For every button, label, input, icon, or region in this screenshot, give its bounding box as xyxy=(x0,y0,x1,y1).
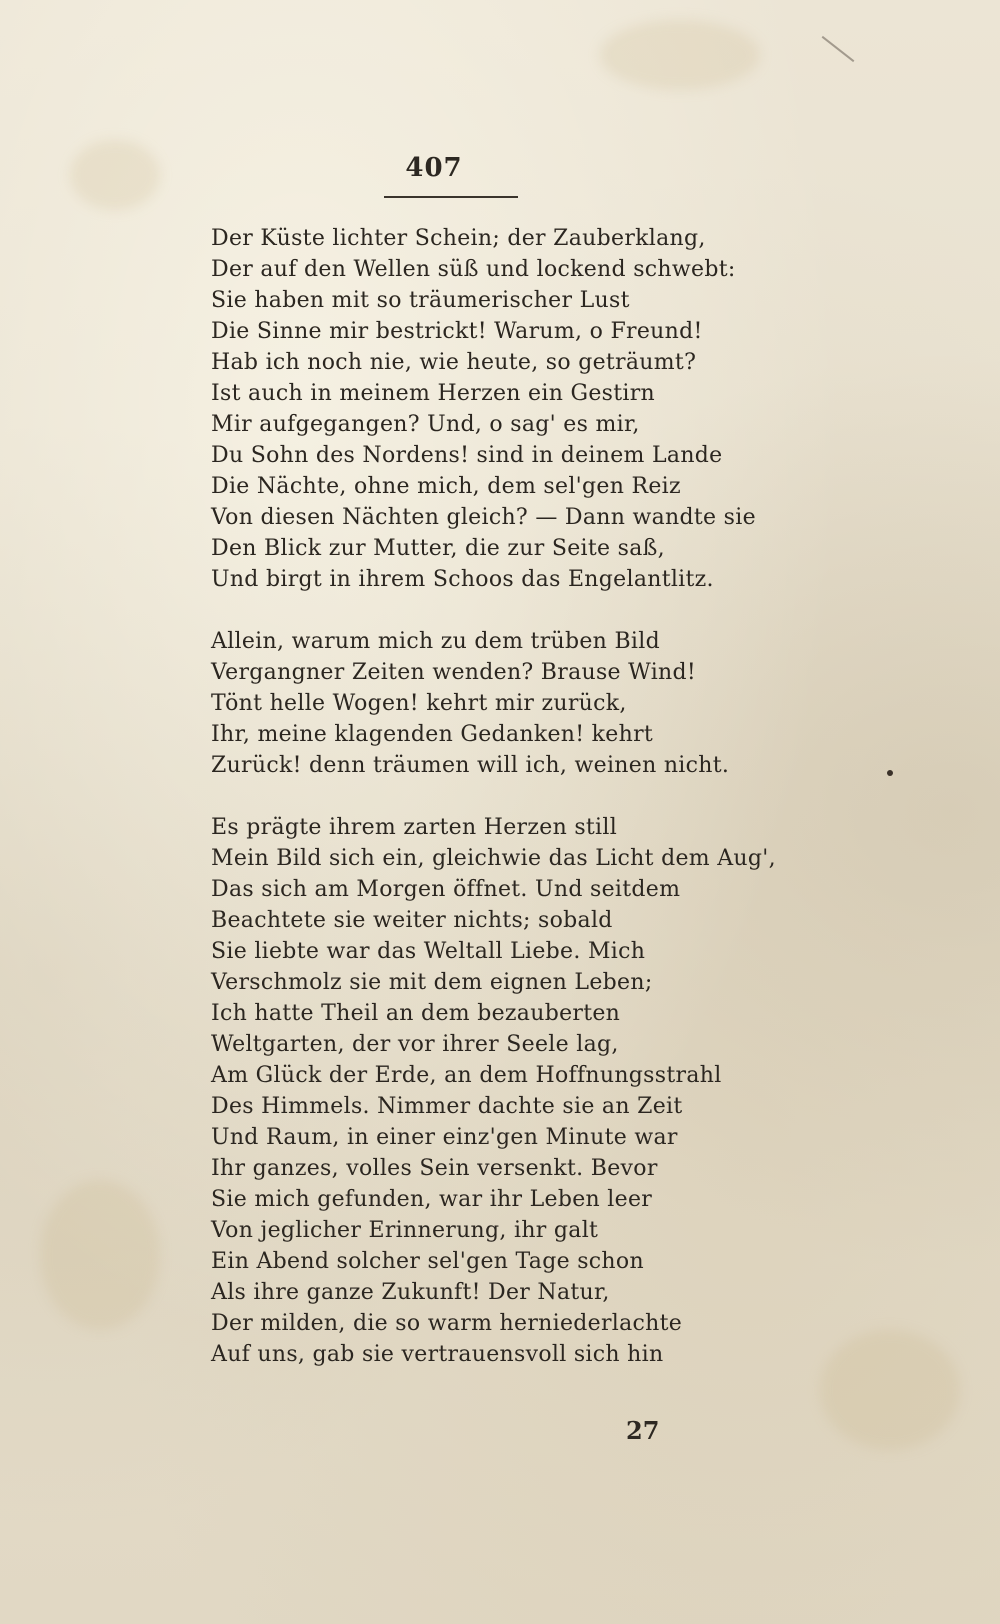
verse-line: Am Glück der Erde, an dem Hoffnungsstrahl xyxy=(211,1063,722,1088)
verse-line: Verschmolz sie mit dem eignen Leben; xyxy=(211,970,653,995)
verse-line: Weltgarten, der vor ihrer Seele lag, xyxy=(211,1032,619,1057)
verse-line: Der auf den Wellen süß und lockend schwebt: xyxy=(211,257,736,282)
paper-stain xyxy=(40,1180,160,1330)
verse-line: Und Raum, in einer einz'gen Minute war xyxy=(211,1125,678,1150)
verse-line: Ist auch in meinem Herzen ein Gestirn xyxy=(211,381,655,406)
verse-line: Ein Abend solcher sel'gen Tage schon xyxy=(211,1249,644,1274)
header-rule xyxy=(384,196,518,198)
verse-line: Des Himmels. Nimmer dachte sie an Zeit xyxy=(211,1094,683,1119)
ink-speck xyxy=(887,770,893,776)
verse-line: Hab ich noch nie, wie heute, so geträumt? xyxy=(211,350,697,375)
verse-line: Auf uns, gab sie vertrauensvoll sich hin xyxy=(211,1342,664,1367)
page-number: 407 xyxy=(405,153,463,183)
verse-line: Sie mich gefunden, war ihr Leben leer xyxy=(211,1187,653,1212)
verse-line: Die Nächte, ohne mich, dem sel'gen Reiz xyxy=(211,474,681,499)
verse-line: Zurück! denn träumen will ich, weinen nicht. xyxy=(211,753,730,778)
verse-line: Mir aufgegangen? Und, o sag' es mir, xyxy=(211,412,640,437)
verse-line: Mein Bild sich ein, gleichwie das Licht dem Aug', xyxy=(211,846,776,871)
verse-line: Als ihre ganze Zukunft! Der Natur, xyxy=(211,1280,610,1305)
verse-line: Es prägte ihrem zarten Herzen still xyxy=(211,815,618,840)
verse-line: Und birgt in ihrem Schoos das Engelantlitz. xyxy=(211,567,714,592)
stanza-3 xyxy=(211,812,776,1370)
verse-line: Der milden, die so warm herniederlachte xyxy=(211,1311,683,1336)
verse-line: Tönt helle Wogen! kehrt mir zurück, xyxy=(211,691,627,716)
verse-line: Den Blick zur Mutter, die zur Seite saß, xyxy=(211,536,665,561)
verse-line: Der Küste lichter Schein; der Zauberklang, xyxy=(211,226,706,251)
signature-mark: 27 xyxy=(626,1416,660,1445)
verse-line: Ihr, meine klagenden Gedanken! kehrt xyxy=(211,722,654,747)
verse-line: Von jeglicher Erinnerung, ihr galt xyxy=(211,1218,599,1243)
stanza-1 xyxy=(211,223,771,595)
verse-line: Du Sohn des Nordens! sind in deinem Lande xyxy=(211,443,723,468)
verse-line: Das sich am Morgen öffnet. Und seitdem xyxy=(211,877,681,902)
verse-line: Allein, warum mich zu dem trüben Bild xyxy=(211,629,660,654)
poem-text xyxy=(211,223,776,1401)
verse-line: Die Sinne mir bestrickt! Warum, o Freund! xyxy=(211,319,703,344)
verse-line: Beachtete sie weiter nichts; sobald xyxy=(211,908,613,933)
paper-stain xyxy=(600,20,760,90)
verse-line: Vergangner Zeiten wenden? Brause Wind! xyxy=(211,660,697,685)
paper-stain xyxy=(820,1330,960,1450)
paper-crease xyxy=(822,36,855,62)
stanza-2 xyxy=(211,626,771,781)
verse-line: Ihr ganzes, volles Sein versenkt. Bevor xyxy=(211,1156,658,1181)
verse-line: Ich hatte Theil an dem bezauberten xyxy=(211,1001,621,1026)
verse-line: Sie liebte war das Weltall Liebe. Mich xyxy=(211,939,646,964)
verse-line: Sie haben mit so träumerischer Lust xyxy=(211,288,630,313)
verse-line: Von diesen Nächten gleich? — Dann wandte sie xyxy=(211,505,756,530)
